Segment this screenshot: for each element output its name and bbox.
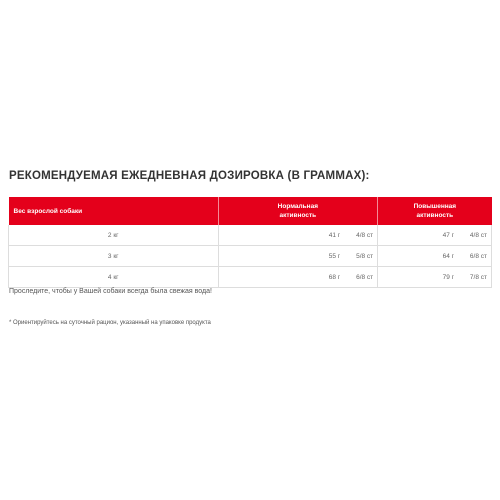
water-note: Проследите, чтобы у Вашей собаки всегда была свежая вода! — [9, 288, 212, 295]
dosage-table — [8, 197, 492, 288]
cell-high — [378, 246, 492, 267]
cell-normal-cups: 6/8 ст — [356, 273, 374, 281]
cell-weight: 3 кг — [9, 246, 219, 267]
cell-high — [378, 225, 492, 246]
cell-normal — [218, 246, 378, 267]
cell-weight: 4 кг — [9, 267, 219, 288]
header-high-line1: Повышенная — [413, 203, 457, 210]
header-high-line2: активность — [416, 212, 454, 219]
cell-normal-grams: 68 г — [328, 273, 341, 281]
header-normal-activity — [218, 197, 378, 225]
cell-high-cups: 6/8 ст — [469, 252, 487, 260]
header-high-activity — [378, 197, 492, 225]
cell-normal-cups: 4/8 ст — [356, 231, 374, 239]
cell-high-grams: 64 г — [442, 252, 454, 260]
page-title: РЕКОМЕНДУЕМАЯ ЕЖЕДНЕВНАЯ ДОЗИРОВКА (В ГРАММАХ): — [9, 170, 370, 182]
cell-normal-cups: 5/8 ст — [356, 252, 374, 260]
cell-normal — [218, 225, 378, 246]
table-row — [9, 246, 492, 267]
header-weight: Вес взрослой собаки — [9, 197, 219, 225]
table-row — [9, 267, 492, 288]
footnote: * Ориентируйтесь на суточный рацион, указанный на упаковке продукта — [9, 320, 211, 326]
cell-normal-grams: 55 г — [328, 252, 341, 260]
header-normal-line1: Нормальная — [277, 203, 319, 210]
cell-high — [378, 267, 492, 288]
cell-high-grams: 79 г — [442, 273, 454, 281]
table-header-row — [9, 197, 492, 225]
header-normal-line2: активность — [279, 212, 317, 219]
cell-normal-grams: 41 г — [328, 231, 341, 239]
cell-high-cups: 7/8 ст — [469, 273, 487, 281]
cell-high-grams: 47 г — [442, 231, 454, 239]
table-row — [9, 225, 492, 246]
cell-high-cups: 4/8 ст — [469, 231, 487, 239]
cell-normal — [218, 267, 378, 288]
cell-weight: 2 кг — [9, 225, 219, 246]
